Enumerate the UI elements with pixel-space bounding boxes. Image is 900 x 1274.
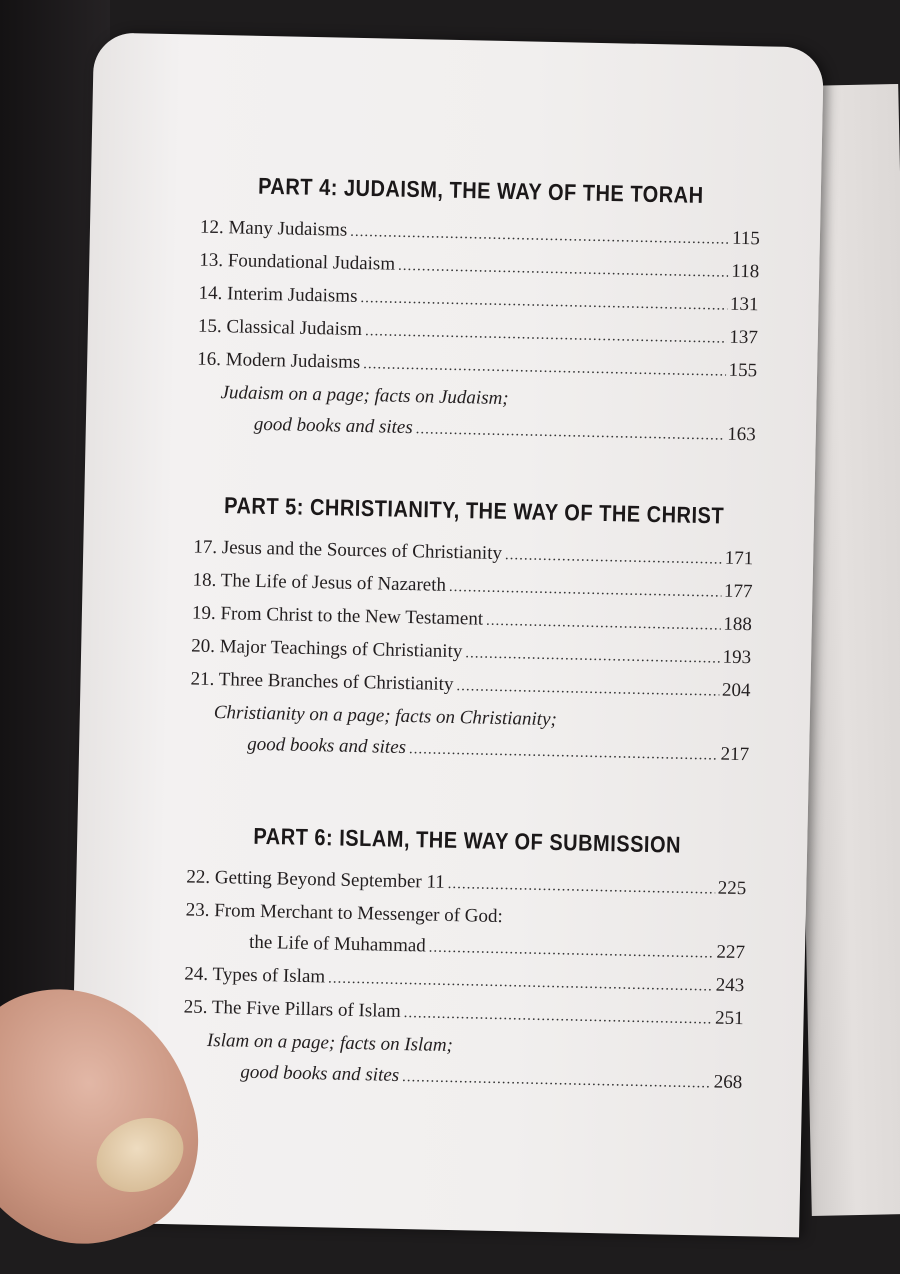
page-number: 243 [715, 974, 745, 997]
entry-title-continued: the Life of Muhammad [248, 931, 427, 957]
entry-title: 20. Major Teachings of Christianity [191, 635, 463, 663]
entry-title: 22. Getting Beyond September 11 [186, 866, 445, 893]
part-6-section [182, 824, 747, 1100]
page-number: 217 [720, 743, 750, 766]
page-number: 268 [713, 1071, 743, 1094]
entry-title: 25. The Five Pillars of Islam [183, 996, 401, 1022]
entry-title: 13. Foundational Judaism [199, 249, 396, 275]
supplement-line: Judaism on a page; facts on Judaism; [220, 382, 509, 410]
page-number: 118 [731, 260, 760, 283]
dot-leader [402, 1062, 711, 1099]
page-number: 251 [714, 1007, 744, 1030]
book-page [69, 32, 824, 1237]
page-number: 227 [716, 941, 746, 964]
entry-title: 15. Classical Judaism [197, 315, 363, 341]
dot-leader [449, 572, 722, 609]
entry-title: good books and sites [246, 733, 407, 759]
page-number: 225 [717, 877, 747, 900]
entry-title: 19. From Christ to the New Testament [191, 602, 484, 630]
entry-title: 16. Modern Judaisms [197, 348, 361, 374]
page-number: 177 [723, 580, 753, 603]
entry-title: 17. Jesus and the Sources of Christianity [193, 536, 503, 565]
page-number: 188 [723, 613, 753, 636]
page-number: 193 [722, 646, 752, 669]
entry-title: 14. Interim Judaisms [198, 282, 358, 307]
entry-title: 21. Three Branches of Christianity [190, 668, 454, 696]
part-5-section [189, 495, 754, 773]
supplement-line: Islam on a page; facts on Islam; [206, 1029, 454, 1057]
page-number: 171 [724, 547, 754, 570]
entry-title: 12. Many Judaisms [199, 216, 348, 241]
page-number: 163 [727, 423, 757, 446]
part-4-section [196, 175, 761, 453]
dot-leader [428, 933, 713, 970]
page-number: 155 [728, 359, 758, 382]
dot-leader [505, 540, 722, 576]
dot-leader [415, 414, 724, 451]
page-number: 137 [729, 326, 759, 349]
entry-title: good books and sites [240, 1061, 400, 1086]
dot-leader [486, 606, 721, 642]
part-heading: PART 6: ISLAM, THE WAY OF SUBMISSION [253, 824, 682, 859]
page-number: 204 [721, 679, 751, 702]
part-heading: PART 5: CHRISTIANITY, THE WAY OF THE CHRIST [223, 493, 725, 530]
page-number: 115 [731, 227, 761, 250]
entry-title: 24. Types of Islam [184, 963, 326, 988]
entry-title: 18. The Life of Jesus of Nazareth [192, 569, 447, 596]
supplement-line: Christianity on a page; facts on Christianity; [213, 702, 558, 731]
part-heading: PART 4: JUDAISM, THE WAY OF THE TORAH [257, 174, 704, 209]
dot-leader [465, 638, 720, 674]
dot-leader [409, 734, 718, 771]
entry-title-first-line[interactable]: 23. From Merchant to Messenger of God: [185, 899, 504, 928]
entry-title: good books and sites [253, 413, 413, 439]
page-number: 131 [729, 293, 759, 316]
